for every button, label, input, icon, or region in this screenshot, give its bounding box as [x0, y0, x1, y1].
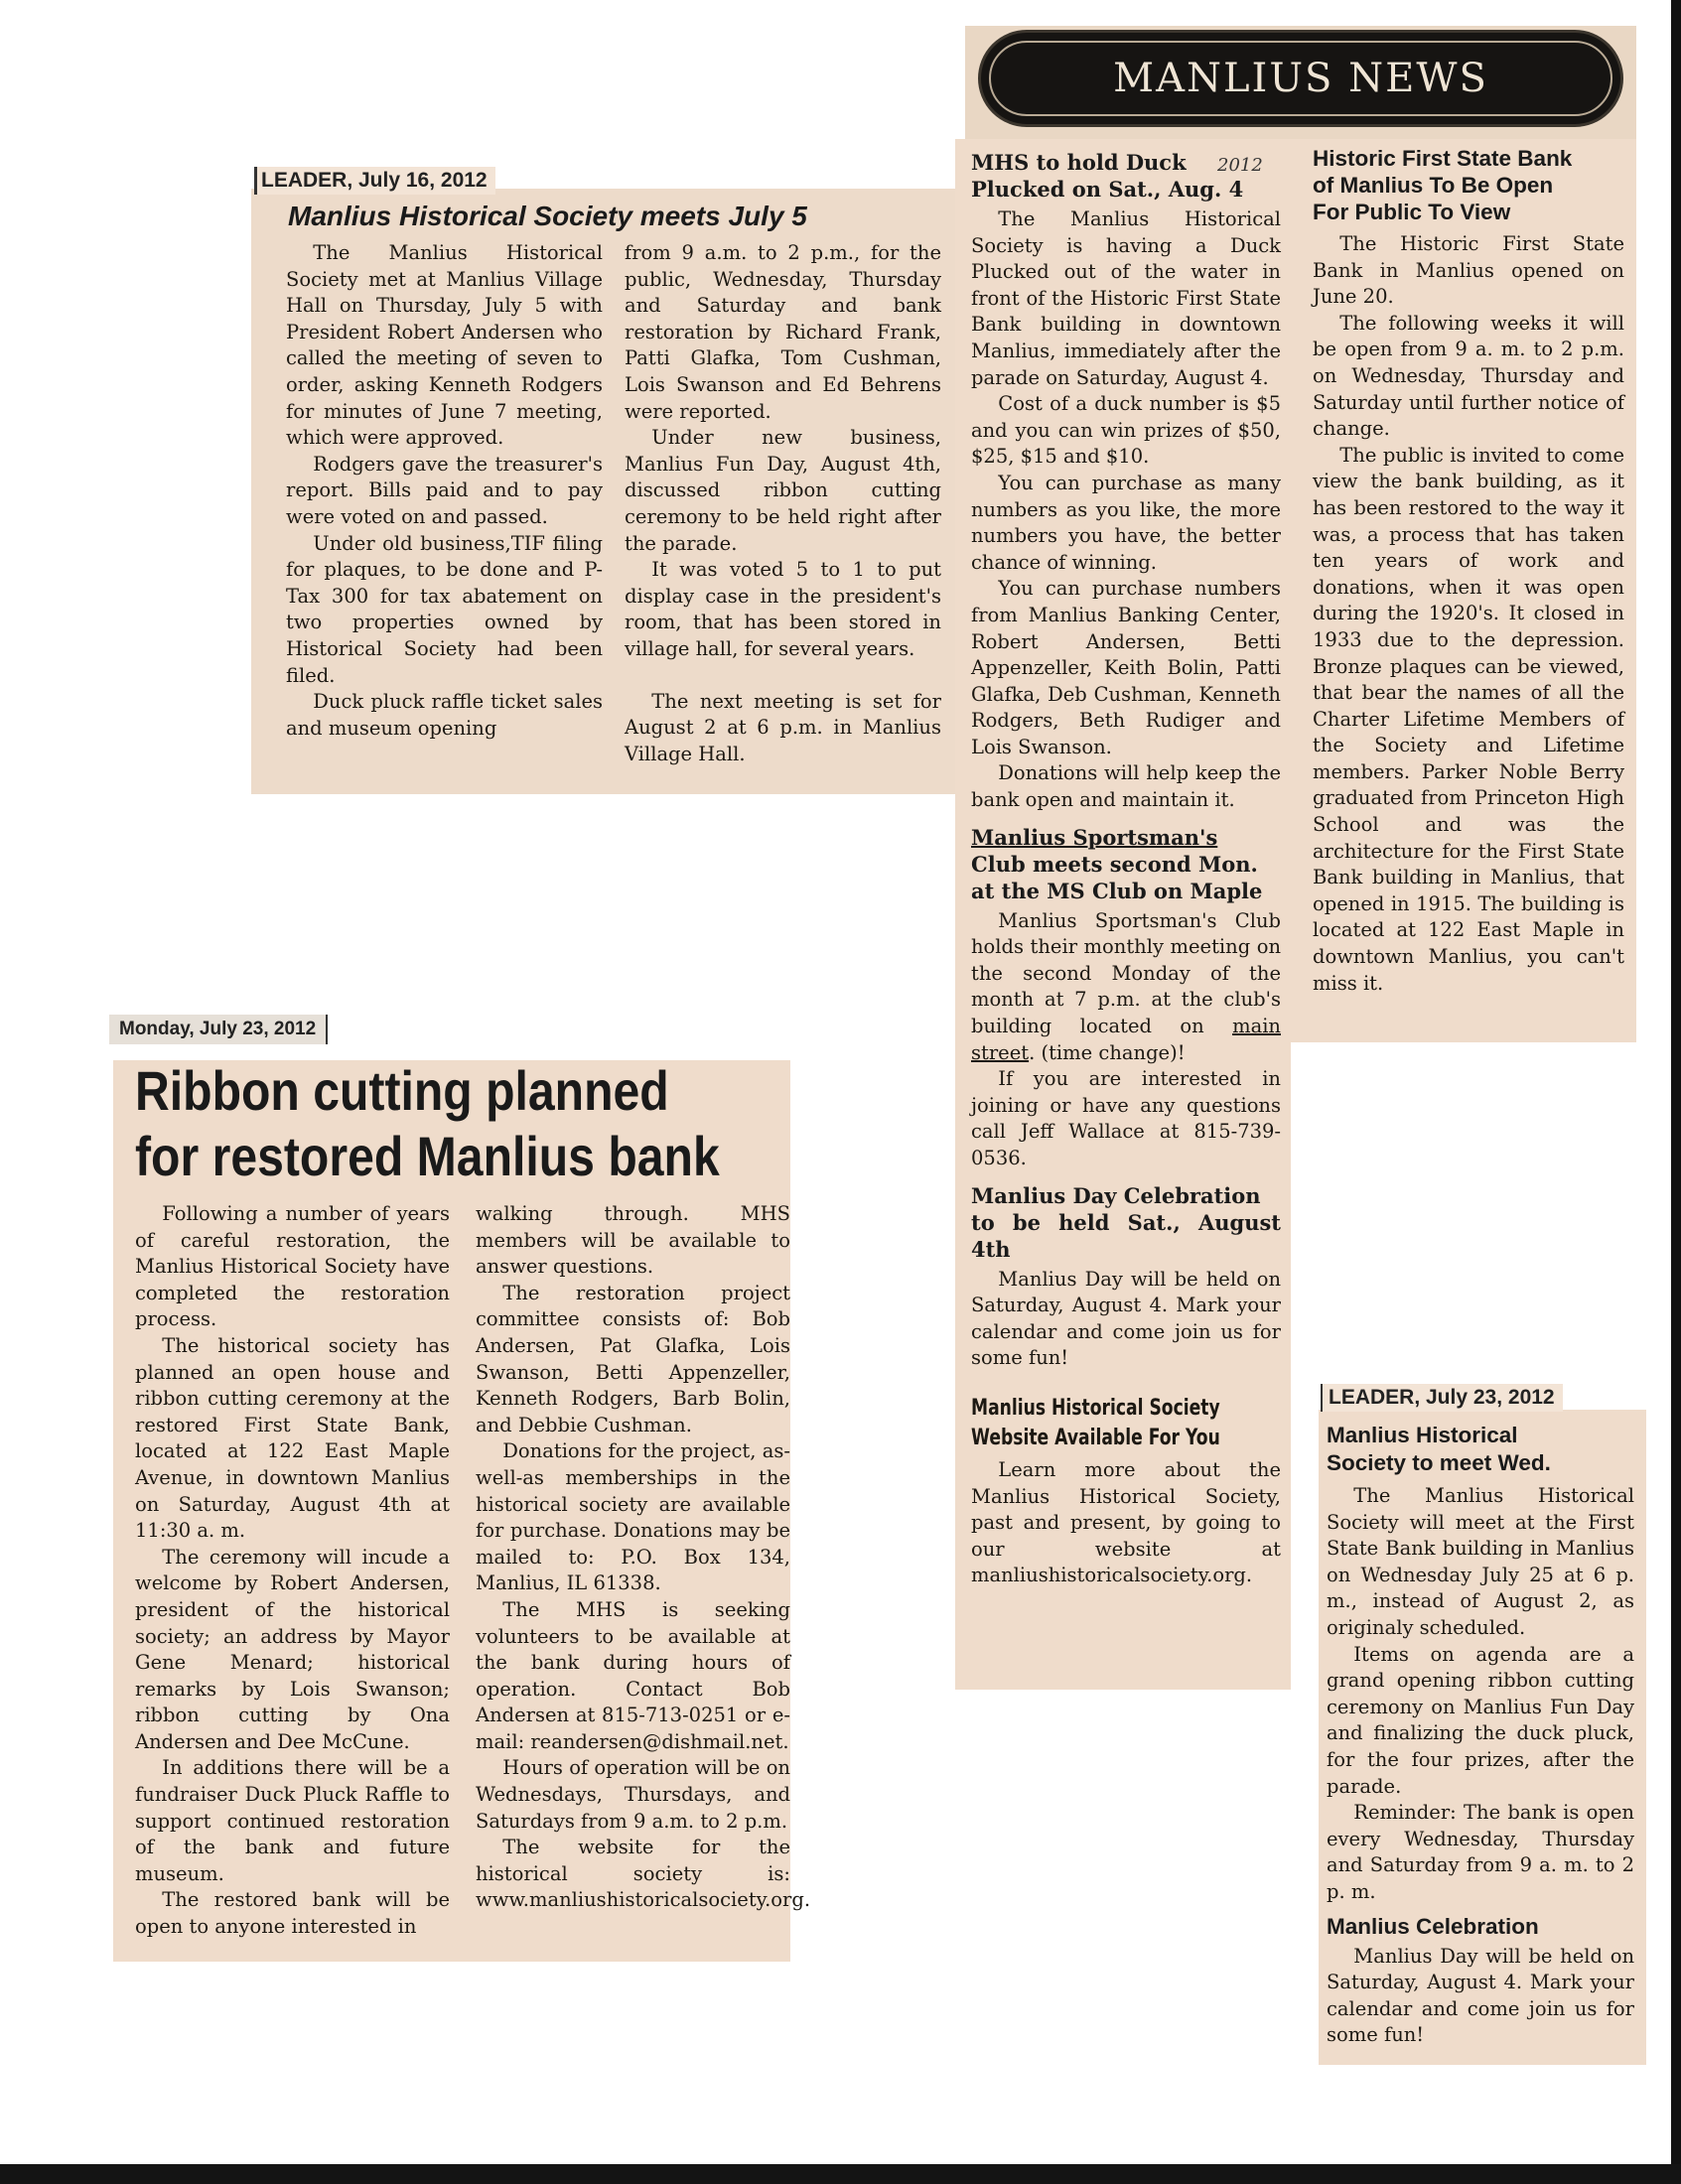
paragraph: Following a number of years of careful restoration, the Manlius Historical Society have completed the restoration process. [135, 1202, 450, 1331]
headline-line: Manlius Sportsman's [971, 824, 1218, 850]
paragraph: Under old business,TIF filing for plaques, to be done and P-Tax 300 for tax abatement on two properties owned by Historical Society had been filed. [286, 531, 603, 687]
headline-line: Plucked on Sat., Aug. 4 [971, 177, 1244, 202]
article-ribbon-col1 [135, 1201, 450, 1941]
article-leader-july-23 [1327, 1422, 1634, 2049]
headline-line: Website Available For You [971, 1425, 1220, 1450]
paragraph: Cost of a duck number is $5 and you can win prizes of $50, $25, $15 and $10. [971, 392, 1281, 469]
headline-ribbon-cutting [135, 1058, 720, 1189]
paragraph: If you are interested in joining or have any questions call Jeff Wallace at 815-739-0536. [971, 1067, 1281, 1169]
manlius-celebration-headline: Manlius Celebration [1327, 1913, 1539, 1939]
paragraph: The next meeting is set for August 2 at 6 p.m. in Manlius Village Hall. [625, 689, 941, 765]
masthead-title: MANLIUS NEWS [1113, 56, 1488, 101]
paragraph: The restored bank will be open to anyone interested in [135, 1888, 450, 1939]
headline-line: MHS to hold Duck [971, 150, 1187, 175]
paragraph [971, 908, 1281, 1067]
website-headline [971, 1394, 1220, 1453]
headline-line: of Manlius To Be Open [1313, 173, 1554, 198]
article-july-16 [286, 240, 941, 767]
scan-edge-bottom [0, 2164, 1681, 2184]
headline-line: to be held Sat., August 4th [971, 1209, 1281, 1262]
headline-line: at the MS Club on Maple [971, 878, 1263, 903]
paragraph: Items on agenda are a grand opening ribbon cutting ceremony on Manlius Fun Day and finalizing the duck pluck, for the four prizes, after the parade. [1327, 1642, 1634, 1798]
bank-headline [1313, 145, 1624, 225]
duck-headline [971, 149, 1281, 203]
paragraph: The MHS is seeking volunteers to be available at the bank during hours of operation. Contact Bob Andersen at 815-713-0251 or e-mail: reandersen@dishmail.net. [476, 1597, 790, 1753]
handwritten-year: 2012 [1217, 155, 1263, 176]
paragraph: walking through. MHS members will be available to answer questions. [476, 1202, 790, 1279]
headline-line: Manlius Historical Society [971, 1395, 1220, 1421]
dateline-july-16: LEADER, July 16, 2012 [254, 167, 495, 195]
paragraph: Reminder: The bank is open every Wednesday, Thursday and Saturday from 9 a. m. to 2 p. m. [1327, 1801, 1634, 1903]
masthead-manlius-news [978, 30, 1623, 127]
dateline-july-23-monday: Monday, July 23, 2012 [109, 1015, 328, 1044]
paragraph: You can purchase numbers from Manlius Banking Center, Robert Andersen, Betti Appenzeller, Keith Bolin, Patti Glafka, Deb Cushman, Kenneth Rodgers, Beth Rudiger and Lois Swanson. [971, 577, 1281, 758]
paragraph: The historical society has planned an open house and ribbon cutting ceremony at the restored First State Bank, located at 122 East Maple Avenue, in downtown Manlius on Saturday, August 4th at 11:30 a. m. [135, 1333, 450, 1543]
headline-line: Historic First State Bank [1313, 146, 1573, 171]
headline-line: For Public To View [1313, 200, 1511, 224]
manlius-news-col2 [1313, 145, 1624, 997]
paragraph: The Historic First State Bank in Manlius opened on June 20. [1313, 232, 1624, 309]
paragraph: Under new business, Manlius Fun Day, August 4th, discussed ribbon cutting ceremony to be held right after the parade. [625, 426, 941, 555]
headline-line: Club meets second Mon. [971, 851, 1258, 877]
article-ribbon-cutting [135, 1201, 811, 1941]
paragraph: You can purchase as many numbers as you like, the more numbers you have, the better chance of winning. [971, 471, 1281, 574]
paragraph: Learn more about the Manlius Historical Society, past and present, by going to our website at manliushistoricalsociety.org. [971, 1457, 1281, 1587]
meet-wed-headline [1327, 1422, 1634, 1477]
scan-edge-right [1671, 0, 1681, 2184]
paragraph: It was voted 5 to 1 to put display case in the president's room, that has been stored in village hall, for several years. [625, 558, 941, 660]
handwritten-underline: main street [971, 1015, 1281, 1064]
paragraph: The Manlius Historical Society met at Manlius Village Hall on Thursday, July 5 with President Robert Andersen who called the meeting of seven to order, asking Kenneth Rodgers for minutes of June 7 meeting, which were approved. [286, 241, 603, 450]
dateline-leader-july-23: LEADER, July 23, 2012 [1321, 1384, 1563, 1412]
paragraph: The Manlius Historical Society will meet at the First State Bank building in Manlius on Wednesday July 25 at 6 p. m., instead of August 2, as originaly scheduled. [1327, 1484, 1634, 1639]
headline-line: Ribbon cutting planned [135, 1059, 669, 1122]
paragraph: from 9 a.m. to 2 p.m., for the public, Wednesday, Thursday and Saturday and bank restoration by Richard Frank, Patti Glafka, Tom Cushman, Lois Swanson and Ed Behrens were reported. [625, 241, 941, 423]
paragraph: Duck pluck raffle ticket sales and museum opening [286, 690, 603, 740]
headline-july-16: Manlius Historical Society meets July 5 [288, 201, 807, 231]
paragraph: The public is invited to come view the bank building, as it has been restored to the way it was, a process that has taken ten years of work and donations, when it was open during the 1920's. It closed in 1933 due to the depression. Bronze plaques can be viewed, that bear the names of all the Charter Lifetime Members of the Society and Lifetime members. Parker Noble Berry graduated from Princeton High School and was the architecture for the First State Bank building in Manlius, that opened in 1915. The building is located at 122 East Maple in downtown Manlius, you can't miss it. [1313, 443, 1624, 995]
headline-line: Manlius Historical [1327, 1423, 1518, 1447]
paragraph: Manlius Day will be held on Saturday, August 4. Mark your calendar and come join us for some fun! [1327, 1944, 1634, 2047]
article-ribbon-col2 [476, 1201, 811, 1941]
paragraph: The restoration project committee consists of: Bob Andersen, Pat Glafka, Lois Swanson, Betti Appenzeller, Kenneth Rodgers, Barb Bolin, and Debbie Cushman. [476, 1281, 790, 1436]
paragraph: Donations for the project, as-well-as memberships in the historical society are available for purchase. Donations may be mailed to: P.O. Box 134, Manlius, IL 61338. [476, 1439, 790, 1595]
headline-line: Society to meet Wed. [1327, 1450, 1551, 1475]
paragraph: The following weeks it will be open from 9 a. m. to 2 p.m. on Wednesday, Thursday and Saturday until further notice of change. [1313, 311, 1624, 441]
paragraph: The ceremony will incude a welcome by Robert Andersen, president of the historical society; an address by Mayor Gene Menard; historical remarks by Lois Swanson; ribbon cutting by Ona Andersen and Dee McCune. [135, 1545, 450, 1753]
paragraph: In additions there will be a fundraiser Duck Pluck Raffle to support continued restoration of the bank and future museum. [135, 1756, 450, 1885]
article-july-16-col2 [625, 240, 941, 767]
manlius-news-col1 [971, 149, 1281, 1589]
paragraph: The website for the historical society is: www.manliushistoricalsociety.org. [476, 1836, 811, 1912]
headline-line: Manlius Day Celebration [971, 1182, 1261, 1208]
paragraph: Hours of operation will be on Wednesdays, Thursdays, and Saturdays from 9 a.m. to 2 p.m. [476, 1756, 790, 1833]
text-run: Manlius Sportsman's Club holds their monthly meeting on the second Monday of the month at 7 p.m. at the club's building located on [971, 908, 1281, 1038]
text-run: . (time change)! [1029, 1040, 1186, 1064]
headline-line: for restored Manlius bank [135, 1125, 720, 1187]
sportsman-headline [971, 824, 1281, 904]
paragraph: Manlius Day will be held on Saturday, August 4. Mark your calendar and come join us for some fun! [971, 1267, 1281, 1370]
paragraph: Rodgers gave the treasurer's report. Bills paid and to pay were voted on and passed. [286, 452, 603, 528]
paragraph: The Manlius Historical Society is having a Duck Plucked out of the water in front of the Historic First State Bank building in downtown Manlius, immediately after the parade on Saturday, August 4. [971, 207, 1281, 389]
paragraph: Donations will help keep the bank open and maintain it. [971, 761, 1281, 812]
manlius-day-headline [971, 1182, 1281, 1263]
article-july-16-col1 [286, 240, 603, 767]
